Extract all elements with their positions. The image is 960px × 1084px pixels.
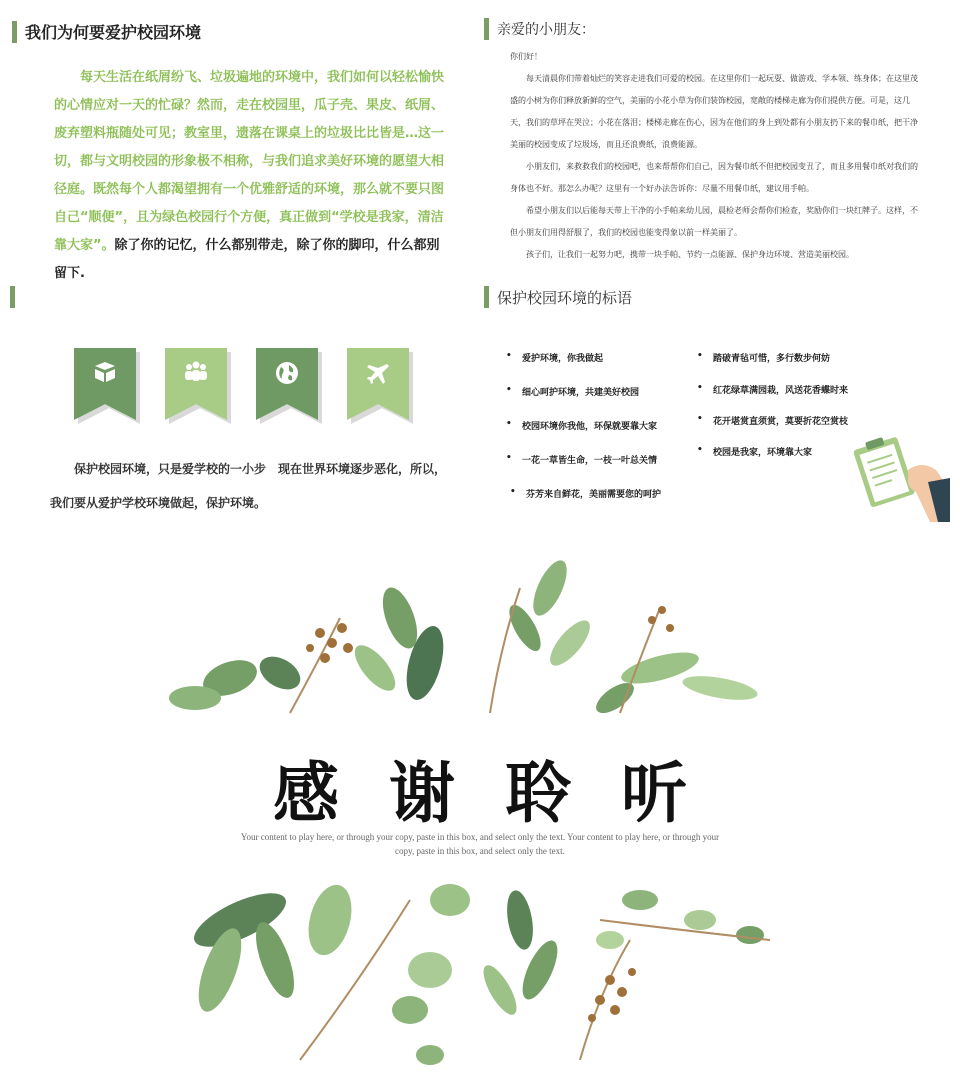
panel3-heading	[10, 286, 23, 308]
accent-bar	[484, 18, 489, 40]
panel2-heading	[484, 18, 595, 40]
panel1-heading	[12, 20, 201, 43]
airplane-icon	[365, 360, 391, 386]
letter-body	[510, 46, 924, 266]
thanks-subtitle: Your content to play here, or through your copy, paste in this box, and select only the text. Your content to play here, or through your copy, paste in this box, and select only the text.	[240, 832, 720, 856]
letter-paragraph: 每天清晨你们带着灿烂的笑容走进我们可爱的校园。在这里你们一起玩耍、做游戏、学本领、练身体；在这里茂盛的小树为你们释放新鲜的空气，美丽的小花小草为你们装饰校园，宽敞的楼梯走廊为你们提供方便。可是，这几天，我们的草坪在哭泣；小花在落泪；楼梯走廊在伤心，因为在他们的身上到处都有小朋友扔下来的餐巾纸，把干净美丽的校园变成了垃圾场，而且还浪费纸，浪费能源。	[510, 74, 918, 149]
accent-bar	[12, 21, 17, 43]
leaves-top-illustration	[160, 548, 780, 718]
slogan-item: • 花开堪赏直须赏，莫要折花空赏枝	[713, 414, 848, 427]
panel4-title: 保护校园环境的标语	[497, 288, 633, 307]
letter-paragraph: 孩子们，让我们一起努力吧，携带一块手帕、节约一点能源、保护身边环境、营造美丽校园。	[526, 250, 854, 259]
clipboard-hand-icon	[850, 430, 954, 526]
slogan-item: • 爱护环境，你我做起	[522, 351, 603, 364]
slogan-item: • 踏破青毡可惜，多行数步何妨	[713, 351, 830, 364]
panel1-body	[54, 64, 446, 288]
slogan-item: • 校园环境你我他，环保就要靠大家	[522, 419, 657, 432]
boxes-icon	[92, 360, 118, 384]
letter-greeting: 你们好！	[510, 52, 542, 61]
letter-paragraph: 小朋友们，来救救我们的校园吧，也来帮帮你们自己，因为餐巾纸不但把校园变丑了，而且多用餐巾纸对我们的身体也不好。那怎么办呢？这里有一个好办法告诉你：尽量不用餐巾纸，建议用手帕。	[510, 162, 918, 193]
accent-bar	[10, 286, 15, 308]
panel1-black-text: 除了你的记忆，什么都别带走，除了你的脚印，什么都别留下.	[54, 238, 440, 281]
panel1-green-text: 每天生活在纸屑纷飞、垃圾遍地的环境中，我们如何以轻松愉快的心情应对一天的忙碌？然而，走在校园里，瓜子壳、果皮、纸屑、废弃塑料瓶随处可见；教室里，遗落在课桌上的垃圾比比皆是…这一切，都与文明校园的形象极不相称，与我们追求美好环境的愿望大相径庭。既然每个人都渴望拥有一个优雅舒适的环境，那么就不要只图自己“顺便”，且为绿色校园行个方便，真正做到“学校是我家，清洁靠大家”。	[54, 70, 445, 253]
letter-paragraph: 希望小朋友们以后能每天带上干净的小手帕来幼儿园，晨检老师会帮你们检查，奖励你们一块红牌子。这样，不但小朋友们用得舒服了，我们的校园也能变得象以前一样美丽了。	[510, 206, 918, 237]
slogan-item: • 校园是我家，环境靠大家	[713, 445, 812, 458]
accent-bar	[484, 286, 489, 308]
panel3-body	[50, 452, 450, 520]
slogan-item: • 细心呵护环境，共建美好校园	[522, 385, 639, 398]
globe-icon	[274, 360, 300, 386]
slogan-item: • 一花一草皆生命，一枝一叶总关情	[522, 453, 657, 466]
thanks-title: 感谢聆听	[273, 754, 737, 832]
people-icon	[182, 360, 210, 384]
panel1-title: 我们为何要爱护校园环境	[25, 23, 202, 42]
slogan-item: • 红花绿草满园栽，风送花香蝶时来	[713, 383, 848, 396]
leaves-bottom-illustration	[180, 860, 800, 1070]
panel4-heading	[484, 286, 632, 308]
slogan-item: • 芬芳来自鲜花，美丽需要您的呵护	[526, 487, 661, 500]
panel3-text: 保护校园环境，只是爱学校的一小步 现在世界环境逐步恶化，所以，我们要从爱护学校环境做起，保护环境。	[50, 462, 447, 510]
panel2-title: 亲爱的小朋友：	[497, 22, 595, 38]
